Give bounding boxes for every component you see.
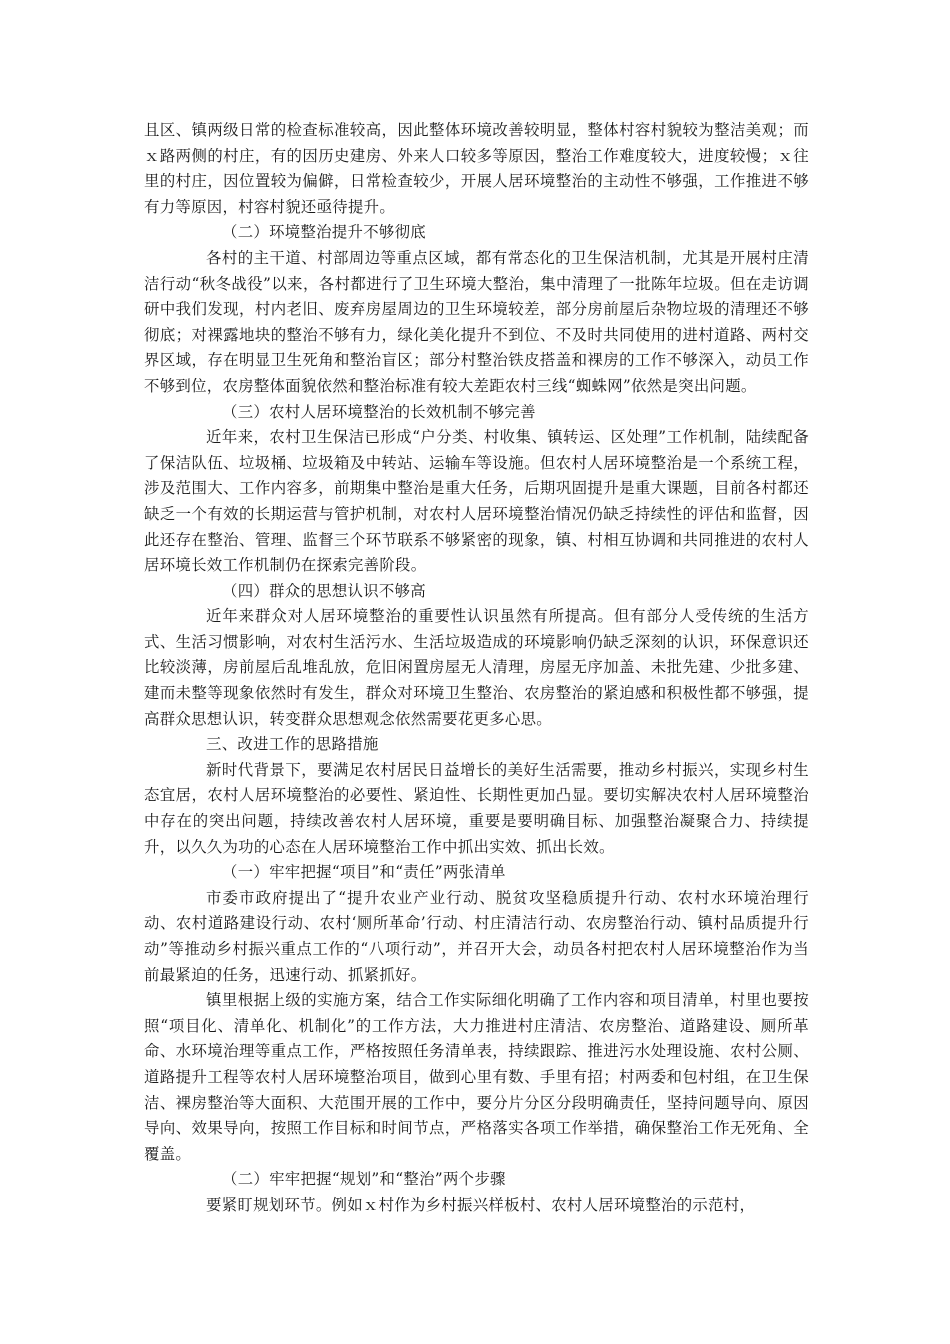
paragraph-body: 且区、镇两级日常的检查标准较高，因此整体环境改善较明显，整体村容村貌较为整洁美观；而ｘ路两侧的村庄，有的因历史建房、外来人口较多等原因，整治工作难度较大，进度较慢；ｘ往里的村庄，因位置较为偏僻，日常检查较少，开展人居环境整治的主动性不够强，工作推进不够有力等原因，村容村貌还亟待提升。 <box>144 121 809 216</box>
section-heading: （三）农村人居环境整治的长效机制不够完善 <box>222 402 536 421</box>
paragraph-body: 近年来群众对人居环境整治的重要性认识虽然有所提高。但有部分人受传统的生活方式、生活习惯影响，对农村生活污水、生活垃圾造成的环境影响仍缺乏深刻的认识，环保意识还比较淡薄，房前屋后乱堆乱放，危旧闲置房屋无人清理，房屋无序加盖、未批先建、少批多建、建而未整等现象依然时有发生，群众对环境卫生整治、农房整治的紧迫感和积极性都不够强，提高群众思想认识，转变群众思想观念依然需要花更多心思。 <box>144 607 809 728</box>
paragraph-body: 市委市政府提出了“提升农业产业行动、脱贫攻坚稳质提升行动、农村水环境治理行动、农村道路建设行动、农村‘厕所革命’行动、村庄清洁行动、农房整治行动、镇村品质提升行动”等推动乡村振兴重点工作的“八项行动”，并召开大会，动员各村把农村人居环境整治作为当前最紧迫的任务，迅速行动、抓紧抓好。 <box>144 888 809 984</box>
section-heading: （四）群众的思想认识不够高 <box>222 581 426 600</box>
paragraph-body: 近年来，农村卫生保洁已形成“户分类、村收集、镇转运、区处理”工作机制，陆续配备了保洁队伍、垃圾桶、垃圾箱及中转站、运输车等设施。但农村人居环境整治是一个系统工程，涉及范围大、工作内容多，前期集中整治是重大任务，后期巩固提升是重大课题，目前各村都还缺乏一个有效的长期运营与管护机制，对农村人居环境整治情况仍缺乏持续性的评估和监督，因此还存在整治、管理、监督三个环节联系不够紧密的现象，镇、村相互协调和共同推进的农村人居环境长效工作机制仍在探索完善阶段。 <box>144 428 809 575</box>
document-page <box>144 118 809 1219</box>
paragraph-body: 镇里根据上级的实施方案，结合工作实际细化明确了工作内容和项目清单，村里也要按照“项目化、清单化、机制化”的工作方法，大力推进村庄清洁、农房整治、道路建设、厕所革命、水环境治理等重点工作，严格按照任务清单表，持续跟踪、推进污水处理设施、农村公厕、道路提升工程等农村人居环境整治项目，做到心里有数、手里有招；村两委和包村组，在卫生保洁、裸房整治等大面积、大范围开展的工作中，要分片分区分段明确责任，坚持问题导向、原因导向、效果导向，按照工作目标和时间节点，严格落实各项工作举措，确保整治工作无死角、全覆盖。 <box>144 991 809 1163</box>
section-heading: （一）牢牢把握“项目”和“责任”两张清单 <box>222 863 506 882</box>
chapter-heading: 三、改进工作的思路措施 <box>206 735 379 754</box>
section-heading: （二）环境整治提升不够彻底 <box>222 223 426 242</box>
paragraph-body: 要紧盯规划环节。例如ｘ村作为乡村振兴样板村、农村人居环境整治的示范村， <box>206 1195 756 1214</box>
paragraph-body: 新时代背景下，要满足农村居民日益增长的美好生活需要，推动乡村振兴，实现乡村生态宜居，农村人居环境整治的必要性、紧迫性、长期性更加凸显。要切实解决农村人居环境整治中存在的突出问题，持续改善农村人居环境，重要是要明确目标、加强整治凝聚合力、持续提升，以久久为功的心态在人居环境整治工作中抓出实效、抓出长效。 <box>144 760 809 856</box>
section-heading: （二）牢牢把握“规划”和“整治”两个步骤 <box>222 1170 506 1189</box>
paragraph-body: 各村的主干道、村部周边等重点区域，都有常态化的卫生保洁机制，尤其是开展村庄清洁行动“秋冬战役”以来，各村都进行了卫生环境大整治，集中清理了一批陈年垃圾。但在走访调研中我们发现，村内老旧、废弃房屋周边的卫生环境较差，部分房前屋后杂物垃圾的清理还不够彻底；对裸露地块的整治不够有力，绿化美化提升不到位、不及时共同使用的进村道路、两村交界区域，存在明显卫生死角和整治盲区；部分村整治铁皮搭盖和裸房的工作不够深入，动员工作不够到位，农房整体面貌依然和整治标准有较大差距农村三线“蜘蛛网”依然是突出问题。 <box>144 248 809 395</box>
